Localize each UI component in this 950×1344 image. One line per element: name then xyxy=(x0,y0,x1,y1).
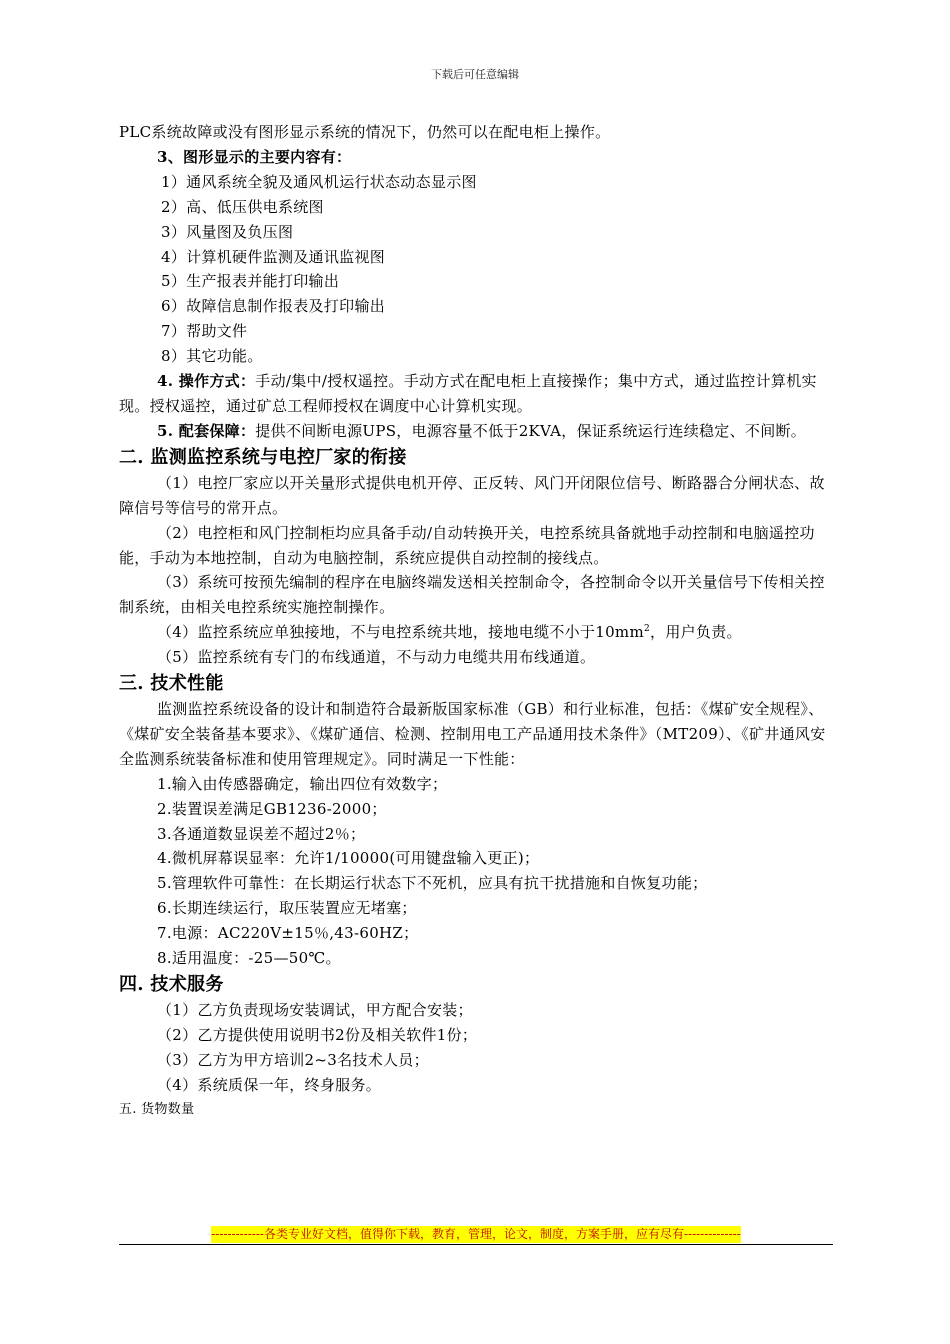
section-heading-2: 二. 监测监控系统与电控厂家的衔接 xyxy=(119,446,407,468)
paragraph-item: （2）电控柜和风门控制柜均应具备手动/自动转换开关，电控系统具备就地手动控制和电脑遥控功能，手动为本地控制，自动为电脑控制，系统应提供自动控制的接线点。 xyxy=(119,523,815,567)
heading-text: 3、图形显示的主要内容有： xyxy=(157,147,352,166)
superscript: 2 xyxy=(643,624,651,635)
paragraph-item: （1）电控厂家应以开关量形式提供电机开停、正反转、风门开闭限位信号、断路器合分闸状态、故障信号等信号的常开点。 xyxy=(119,473,825,517)
paragraph-plc-operation: PLC系统故障或没有图形显示系统的情况下，仍然可以在配电柜上操作。 xyxy=(119,123,611,141)
paragraph-item: （5）监控系统有专门的布线通道，不与动力电缆共用布线通道。 xyxy=(157,648,596,667)
footer-banner-text: -------------各类专业好文档，值得你下载，教育，管理，论文，制度，方案手册，应有尽有-------------- xyxy=(211,1227,741,1241)
list-item: （1）乙方负责现场安装调试，甲方配合安装； xyxy=(157,1001,473,1019)
section-heading-5: 五. 货物数量 xyxy=(119,1101,195,1117)
page-footer xyxy=(119,1226,833,1245)
paragraph-operation-mode xyxy=(119,369,833,419)
section-heading-4: 四. 技术服务 xyxy=(119,974,224,995)
list-item: 4）计算机硬件监测及通讯监视图 xyxy=(161,247,386,266)
paragraph-text: 提供不间断电源UPS，电源容量不低于2KVA，保证系统运行连续稳定、不间断。 xyxy=(255,421,807,440)
list-item: 2.装置误差满足GB1236-2000； xyxy=(157,799,387,818)
document-body xyxy=(119,120,833,1122)
section-heading-graphics xyxy=(119,145,833,170)
list-item: （3）乙方为甲方培训2~3名技术人员； xyxy=(157,1050,429,1069)
list-item: （2）乙方提供使用说明书2份及相关软件1份； xyxy=(157,1025,478,1044)
list-item: 1）通风系统全貌及通风机运行状态动态显示图 xyxy=(161,172,477,191)
paragraph-grounding xyxy=(119,620,833,645)
list-item: 5.管理软件可靠性：在长期运行状态下不死机，应具有抗干扰措施和自恢复功能； xyxy=(157,874,708,893)
list-item: 3.各通道数显误差不超过2％； xyxy=(157,824,366,843)
list-item: 4.微机屏幕误显率：允许1/10000(可用键盘输入更正)； xyxy=(157,849,540,868)
footer-divider xyxy=(119,1244,833,1245)
paragraph-label: 5. 配套保障： xyxy=(157,421,256,440)
paragraph-item: （3）系统可按预先编制的程序在电脑终端发送相关控制命令，各控制命令以开关量信号下传相关控制系统，由相关电控系统实施控制操作。 xyxy=(119,573,825,617)
list-item: 8.适用温度：-25—50℃。 xyxy=(157,949,341,968)
list-item: 6）故障信息制作报表及打印输出 xyxy=(161,297,386,316)
list-item: 5）生产报表并能打印输出 xyxy=(161,272,340,291)
paragraph-text: ，用户负责。 xyxy=(650,623,742,642)
list-item: （4）系统质保一年，终身服务。 xyxy=(157,1075,382,1094)
section-heading-3: 三. 技术性能 xyxy=(119,673,224,695)
list-item: 2）高、低压供电系统图 xyxy=(161,197,324,216)
paragraph-text: （4）监控系统应单独接地，不与电控系统共地，接地电缆不小于10mm xyxy=(157,623,644,642)
page-header: 下载后可任意编辑 xyxy=(431,68,519,81)
list-item: 7）帮助文件 xyxy=(161,322,248,341)
list-item: 7.电源：AC220V±15％,43-60HZ； xyxy=(157,924,419,943)
paragraph-label: 4. 操作方式： xyxy=(157,372,256,391)
paragraph-support xyxy=(119,419,833,444)
paragraph-standards: 监测监控系统设备的设计和制造符合最新版国家标准（GB）和行业标准，包括：《煤矿安全规程》、《煤矿安全装备基本要求》、《煤矿通信、检测、控制用电工产品通用技术条件》（MT209）、《矿井通风安全监测系统装备标准和使用管理规定》。同时满足一下性能： xyxy=(119,700,826,768)
list-item: 6.长期连续运行，取压装置应无堵塞； xyxy=(157,899,417,918)
paragraph-text: 手动/集中/授权遥控。手动方式在配电柜上直接操作；集中方式，通过监控计算机实现。授权遥控，通过矿总工程师授权在调度中心计算机实现。 xyxy=(119,372,817,415)
list-item: 3）风量图及负压图 xyxy=(161,222,294,241)
list-item: 8）其它功能。 xyxy=(161,347,263,366)
list-item: 1.输入由传感器确定，输出四位有效数字； xyxy=(157,774,448,793)
